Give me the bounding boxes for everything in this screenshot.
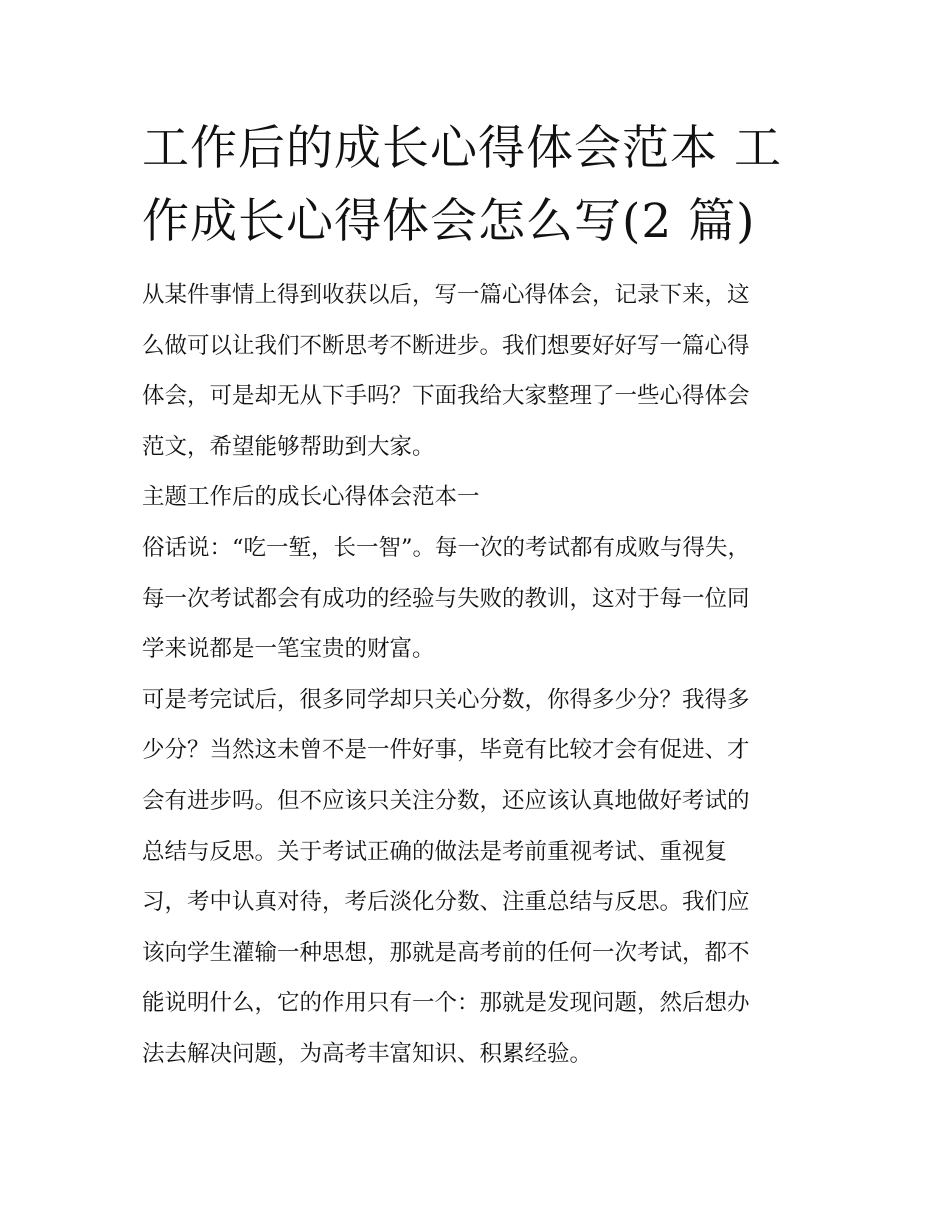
body-line: 学来说都是一笔宝贵的财富。 <box>142 636 435 663</box>
document-page <box>142 112 814 1080</box>
body-line: 该向学生灌输一种思想，那就是高考前的任何一次考试，都不 <box>142 939 750 966</box>
intro-line: 么做可以让我们不断思考不断进步。我们想要好好写一篇心得 <box>142 332 750 359</box>
intro-line: 体会，可是却无从下手吗？下面我给大家整理了一些心得体会 <box>142 383 750 410</box>
body-line: 习，考中认真对待，考后淡化分数、注重总结与反思。我们应 <box>142 889 750 916</box>
body-line: 少分？当然这未曾不是一件好事，毕竟有比较才会有促进、才 <box>142 737 750 764</box>
title-line: 作成长心得体会怎么写(2 篇) <box>142 194 756 249</box>
document-title <box>142 112 814 258</box>
body-line: 总结与反思。关于考试正确的做法是考前重视考试、重视复 <box>142 838 728 865</box>
document-body <box>142 270 814 1080</box>
title-line: 工作后的成长心得体会范本 工 <box>142 121 782 176</box>
body-line: 法去解决问题，为高考丰富知识、积累经验。 <box>142 1040 593 1067</box>
body-line: 能说明什么，它的作用只有一个：那就是发现问题，然后想办 <box>142 990 750 1017</box>
body-line: 会有进步吗。但不应该只关注分数，还应该认真地做好考试的 <box>142 787 750 814</box>
body-line: 每一次考试都会有成功的经验与失败的教训，这对于每一位同 <box>142 585 750 612</box>
body-line: 可是考完试后，很多同学却只关心分数，你得多少分？我得多 <box>142 686 750 713</box>
intro-line: 从某件事情上得到收获以后，写一篇心得体会，记录下来，这 <box>142 282 750 308</box>
intro-line: 范文，希望能够帮助到大家。 <box>142 433 435 460</box>
body-line: 俗话说：“吃一堑，长一智”。每一次的考试都有成败与得失， <box>142 534 751 561</box>
section-heading: 主题工作后的成长心得体会范本一 <box>142 484 480 511</box>
